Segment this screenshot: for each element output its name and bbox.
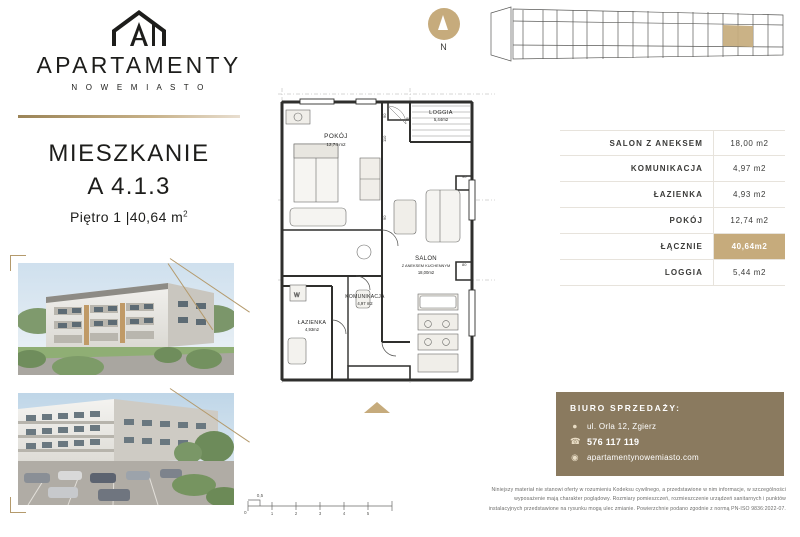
svg-text:POKÓJ: POKÓJ [324,133,348,140]
svg-text:4,97 m2: 4,97 m2 [357,301,373,306]
sales-address-row [570,421,770,431]
row-value: 4,97 m2 [713,156,785,181]
svg-text:4: 4 [342,511,346,516]
decor-corner-2 [10,497,26,513]
row-value: 4,93 m2 [713,182,785,207]
svg-text:KOMUNIKACJA: KOMUNIKACJA [345,294,385,300]
sales-website[interactable]: apartamentynowemiasto.com [587,453,699,462]
table-row [560,260,785,286]
svg-text:90: 90 [462,174,467,179]
scale-zero-label: 0 [244,510,247,515]
scale-bar [240,488,400,518]
svg-text:3: 3 [318,511,322,516]
brand-logo [14,8,264,92]
row-label: KOMUNIKACJA [630,164,703,173]
area-superscript: 2 [183,209,189,219]
compass-needle-icon [438,15,448,30]
table-row [560,208,785,234]
table-row [560,156,785,182]
row-value: 12,74 m2 [713,208,785,233]
page-title: MIESZKANIE [48,140,210,167]
svg-text:1: 1 [270,511,274,516]
disclaimer-line-2: wyposażenie mają charakter poglądowy. Rozmiary pomieszczeń, rozmieszczenie urządzeń sanitarnych i punktów [514,496,786,503]
decor-corner [10,255,26,271]
row-value: 5,44 m2 [713,260,785,285]
areas-table [560,130,785,286]
svg-text:12,74 m2: 12,74 m2 [326,142,346,147]
phone-icon: ☎ [570,436,581,446]
svg-text:80: 80 [406,116,411,121]
table-row [560,182,785,208]
svg-text:90: 90 [382,215,387,220]
compass [424,8,464,60]
area-label: 40,64 m [129,209,184,225]
row-label: ŁAZIENKA [653,190,703,199]
building-monogram-an-icon [14,8,264,48]
compass-north-label: N [440,42,448,52]
gold-divider [18,115,240,118]
map-pin-icon: ● [572,421,578,431]
row-label: POKÓJ [669,216,703,225]
disclaimer-line-3: instalacyjnych przedstawione na rysunku mogą ulec zmianie. Powierzchnie podano zgodnie z normą PN-ISO 9836:2022-07. [488,505,786,512]
row-label: SALON Z ANEKSEM [609,138,703,148]
disclaimer-line-1: Niniejszy materiał nie stanowi oferty w rozumieniu Kodeksu cywilnego, a przedstawione w nim informacje, w szczególności [491,487,786,493]
svg-text:110: 110 [382,135,387,142]
sales-office-box [556,392,784,476]
decor-triangle [364,402,390,413]
svg-text:LOGGIA: LOGGIA [429,110,453,116]
table-row-total [560,234,785,260]
floorplan-drawing [260,80,540,400]
svg-text:2: 2 [294,511,298,516]
sales-web-row[interactable] [570,452,770,463]
svg-text:ŁAZIENKA: ŁAZIENKA [297,320,327,326]
sales-address: ul. Orla 12, Zgierz [587,421,657,431]
globe-icon: ◉ [571,452,579,462]
brand-subtitle: N O W E M I A S T O [71,83,207,92]
disclaimer [418,486,786,514]
svg-text:5: 5 [366,511,370,516]
row-label: ŁĄCZNIE [660,242,703,251]
floor-label: Piętro 1 [69,209,122,225]
svg-text:W: W [294,293,300,299]
svg-text:4,93m2: 4,93m2 [305,327,319,332]
building-keyplan [487,5,787,63]
row-value-total: 40,64m2 [713,234,785,259]
separator: | [125,209,130,225]
sales-phone-row[interactable] [570,436,770,447]
apartment-code: A 4.1.3 [87,173,171,200]
row-value: 18,00 m2 [713,131,785,155]
scale-top-label: 0,5 [256,493,264,498]
svg-text:18,00m2: 18,00m2 [417,270,435,275]
sales-phone[interactable]: 576 117 119 [587,436,640,447]
brand-title: APARTAMENTY [36,52,242,78]
svg-text:Z ANEKSEM KUCHENNYM: Z ANEKSEM KUCHENNYM [401,263,451,268]
svg-text:90: 90 [382,113,387,118]
svg-text:80: 80 [462,262,467,267]
row-label: LOGGIA [664,268,703,277]
floor-and-area [0,209,258,225]
svg-text:SALON: SALON [415,256,437,262]
svg-text:5,44m2: 5,44m2 [433,117,449,122]
sales-title: BIURO SPRZEDAŻY: [570,403,681,413]
table-row [560,130,785,156]
